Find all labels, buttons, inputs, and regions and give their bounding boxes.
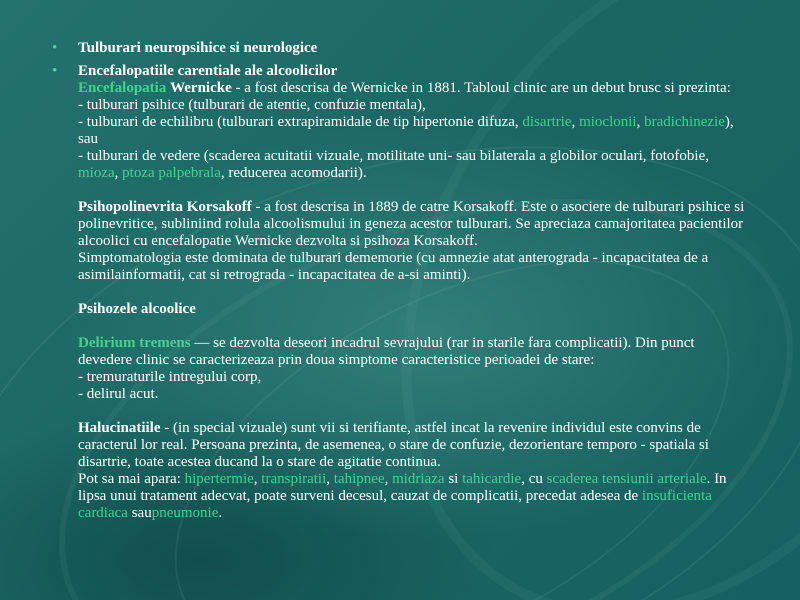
paragraph-text: - a fost descrisa de Wernicke in 1881. Tabloul clinic are un debut brusc si prezinta:: [231, 80, 731, 96]
paragraph-line: [78, 114, 748, 148]
spacer: [78, 182, 748, 199]
paragraph-line: [78, 471, 748, 522]
spacer: [78, 318, 748, 335]
paragraph-text: sau: [127, 505, 152, 521]
separator: ,: [636, 114, 645, 130]
term-highlight: mioza: [78, 165, 115, 181]
bullet-icon: •: [52, 63, 58, 79]
separator: ,: [326, 471, 334, 487]
term-highlight: pneumonie: [151, 505, 219, 521]
term-highlight: tahipnee: [333, 471, 385, 487]
paragraph-line: - tremuraturile intregului corp,: [78, 369, 262, 385]
term-bold: Wernicke: [170, 80, 232, 96]
paragraph-text: si: [444, 471, 463, 487]
paragraph-text: - a fost descrisa in 1889 de catre Korsakoff. Este o asociere de tulburari psihice si polinevritice, subliniind rolula alcoolismului in geneza acestor tulburari. Se apreciaza camajoritatea pacientilor alcoolici cu encefalopatie Wernicke dezvolta si psihoza Korsakoff.: [78, 199, 745, 249]
term-highlight: midriaza: [392, 471, 445, 487]
separator: ,: [114, 165, 123, 181]
term-highlight: disartrie: [522, 114, 572, 130]
term-bold: Halucinatiile: [78, 420, 161, 436]
bullet-item: [48, 40, 748, 57]
paragraph-text: — se dezvolta deseori incadrul sevrajului (rar in starile fara complicatii). Din punct devedere clinic se caracterizeaza prin doua simptome caracteristice perioadei de stare:: [78, 335, 695, 368]
korsakoff-paragraph: [78, 199, 748, 250]
separator: ,: [384, 471, 393, 487]
term-highlight: scaderea tensiunii arteriale: [546, 471, 707, 487]
paragraph-text: , cu: [521, 471, 547, 487]
term-highlight: hipertermie: [184, 471, 254, 487]
term-highlight: mioclonii: [579, 114, 637, 130]
term-bold: Psihopolinevrita Korsakoff: [78, 199, 252, 215]
term-highlight: insuficienta cardiaca: [78, 488, 712, 521]
term-highlight: bradichinezie: [644, 114, 725, 130]
spacer: [78, 403, 748, 420]
paragraph-line: [78, 148, 748, 182]
term-highlight: Encefalopatia: [78, 80, 167, 96]
paragraph-text: , reducerea acomodarii).: [220, 165, 367, 181]
paragraph-text: - tulburari de echilibru (tulburari extrapiramidale de tip hipertonie difuza,: [78, 114, 523, 130]
delirium-paragraph: [78, 335, 748, 369]
section-heading: Psihozele alcoolice: [78, 301, 196, 317]
paragraph-text: - tulburari de vedere (scaderea acuitatii vizuale, motilitate uni- sau bilaterala a globilor oculari, fotofobie,: [78, 148, 709, 164]
term-highlight: Delirium tremens: [78, 335, 191, 351]
bullet-heading: Tulburari neuropsihice si neurologice: [78, 40, 318, 56]
slide-content: [48, 40, 748, 522]
term-highlight: tahicardie: [462, 471, 522, 487]
paragraph-line: - tulburari psihice (tulburari de atentie, confuzie mentala),: [78, 97, 426, 113]
paragraph-line: - delirul acut.: [78, 386, 159, 402]
paragraph-line: Simptomatologia este dominata de tulburari dememorie (cu amnezie atat anterograda - incapacitatea de a asimilainformatii, cat si retrograda - incapacitatea de a-si aminti).: [78, 250, 709, 283]
bullet-icon: •: [52, 40, 58, 56]
halucinatii-paragraph: [78, 420, 748, 471]
term-highlight: transpiratii: [261, 471, 327, 487]
wernicke-paragraph: [78, 80, 748, 97]
term-highlight: ptoza palpebrala: [122, 165, 221, 181]
bullet-body: [78, 63, 748, 522]
paragraph-text: ), sau: [78, 114, 734, 147]
bullet-item: [48, 63, 748, 522]
paragraph-text: - (in special vizuale) sunt vii si terifiante, astfel incat la revenire individul este convins de caracterul lor real. Persoana prezinta, de asemenea, o stare de confuzie, dezorientare temporo - spatiala si disartrie, toate acestea ducand la o stare de agitatie continua.: [78, 420, 709, 470]
spacer: [78, 284, 748, 301]
paragraph-text: . In lipsa unui tratament adecvat, poate surveni decesul, cauzat de complicatii, precedat adesea de: [78, 471, 727, 504]
paragraph-text: Pot sa mai apara:: [78, 471, 185, 487]
separator: ,: [571, 114, 580, 130]
paragraph-text: .: [218, 505, 223, 521]
section-heading: Encefalopatiile carentiale ale alcoolicilor: [78, 63, 338, 79]
separator: ,: [253, 471, 262, 487]
